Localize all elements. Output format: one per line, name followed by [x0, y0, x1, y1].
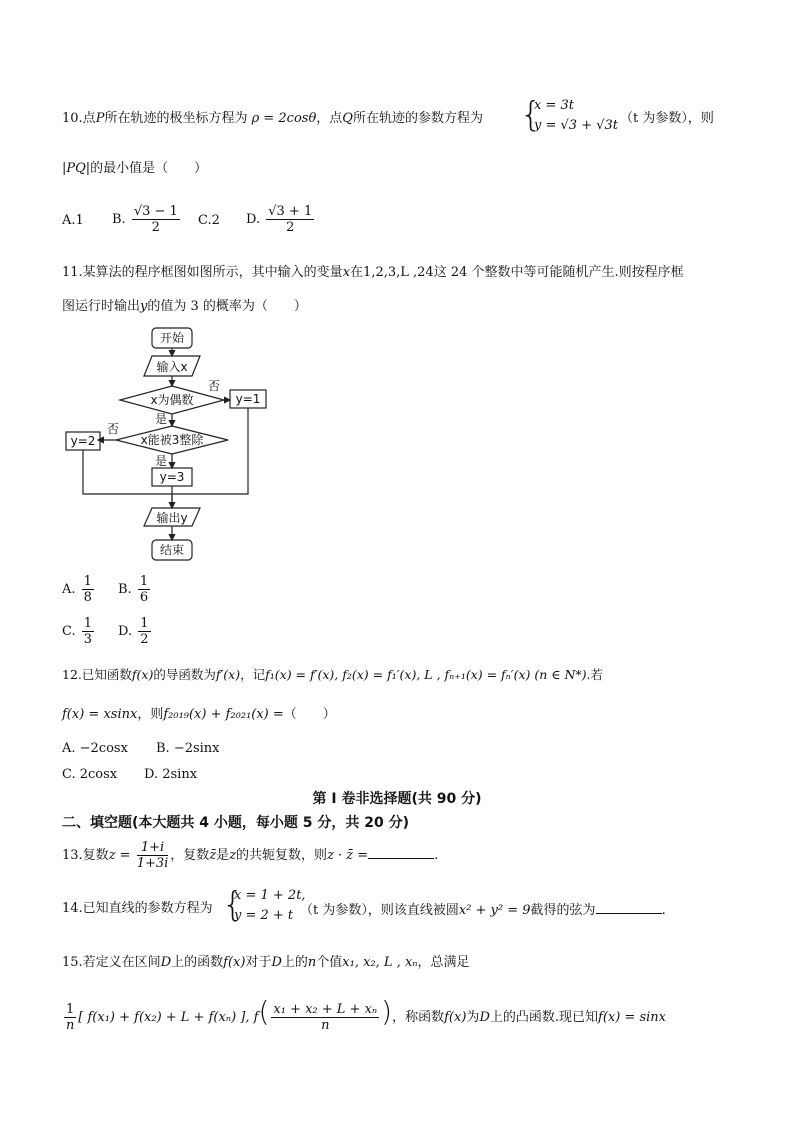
q11-option-b: B. $\frac{1}{6}$ — [118, 574, 149, 605]
q12-line1: 12.已知函数f(x)的导函数为f′(x)，记f₁(x) = f′(x), f₂(x) = f₁′(x), L , fₙ₊₁(x) = fₙ′(x) (n ∈ N*).若 — [62, 667, 604, 682]
q10-param-system: x = 3t y = √3 + √3t — [534, 98, 618, 133]
q13-answer-blank — [368, 845, 434, 859]
flow-yes1-label: 是 — [154, 412, 168, 426]
flow-no1-label: 否 — [207, 379, 221, 393]
section-title: 第 I 卷非选择题(共 90 分) — [312, 791, 482, 807]
q10-param-note: （t 为参数），则 — [620, 111, 714, 126]
q12-option-c: C. 2cosx — [62, 767, 118, 782]
flow-cond1-label: x为偶数 — [150, 393, 194, 407]
flow-y2-label: y=2 — [70, 434, 96, 448]
q10-option-d: D. $\frac{√3 + 1}{2}$ — [246, 204, 313, 235]
q11-line1: 11.某算法的程序框图如图所示，其中输入的变量x在1,2,3,L ,24这 24 个整数中等可能随机产生.则按程序框 — [62, 265, 684, 280]
q15-line1: 15.若定义在区间D上的函数f(x)对于D上的n个值x₁, x₂, L , xₙ，总满足 — [62, 955, 470, 970]
flowchart — [58, 322, 278, 566]
q12-option-a: A. −2cosx — [62, 741, 128, 756]
q14-line-a: 14.已知直线的参数方程为 — [62, 901, 213, 916]
q11-option-d: D. $\frac{1}{2}$ — [118, 616, 149, 647]
q10-brace: { — [520, 95, 542, 135]
section-subtitle: 二、填空题(本大题共 4 小题，每小题 5 分，共 20 分) — [62, 815, 410, 831]
q14-param-system: x = 1 + 2t, y = 2 + t — [234, 888, 306, 923]
flow-cond2-label: x能被3整除 — [140, 433, 204, 447]
q12-line2: f(x) = xsinx，则f₂₀₁₉(x) + f₂₀₂₁(x) =（ ） — [62, 707, 336, 722]
flow-end-label: 结束 — [159, 543, 185, 557]
flow-y3-label: y=3 — [159, 470, 185, 484]
q11-option-a: A. $\frac{1}{8}$ — [62, 574, 92, 605]
q10-line1: 10.点P所在轨迹的极坐标方程为 ρ = 2cosθ，点Q所在轨迹的参数方程为 — [62, 111, 483, 126]
q14-answer-blank — [596, 900, 662, 914]
q10-option-b: B. $\frac{√3 - 1}{2}$ — [112, 204, 178, 235]
q15-line2: $\frac{1}{n}$ [ f(x₁) + f(x₂) + L + f(xₙ) ], f( $\frac{\text{x₁ + x₂ + L + xₙ}}{n}$ )，称函数f(x)为D上的凸函数.现已知f(x) = sinx — [65, 995, 666, 1033]
q12-option-b: B. −2sinx — [156, 741, 220, 756]
q11-line2: 图运行时输出y的值为 3 的概率为（ ） — [62, 299, 307, 314]
q11-option-c: C. $\frac{1}{3}$ — [62, 616, 93, 647]
flow-output-label: 输出y — [156, 511, 188, 525]
flow-yes2-label: 是 — [154, 454, 168, 468]
q14-line-b: （t 为参数），则该直线被圆x² + y² = 9截得的弦为 . — [300, 900, 666, 920]
q10-option-a: A.1 — [62, 213, 84, 228]
flow-input-label: 输入x — [156, 360, 188, 374]
q10-line2: |PQ|的最小值是（ ） — [62, 161, 208, 176]
flow-no2-label: 否 — [106, 422, 120, 436]
q14-brace: { — [222, 885, 244, 925]
flow-start-label: 开始 — [159, 331, 185, 345]
q12-option-d: D. 2sinx — [144, 767, 198, 782]
q10-option-c: C.2 — [198, 213, 220, 228]
q13-line: 13.复数z = $\frac{1+i}{1+3i}$ ，复数z̄是z的共轭复数，则z · z̄ = . — [62, 840, 439, 871]
flow-y1-label: y=1 — [235, 392, 261, 406]
